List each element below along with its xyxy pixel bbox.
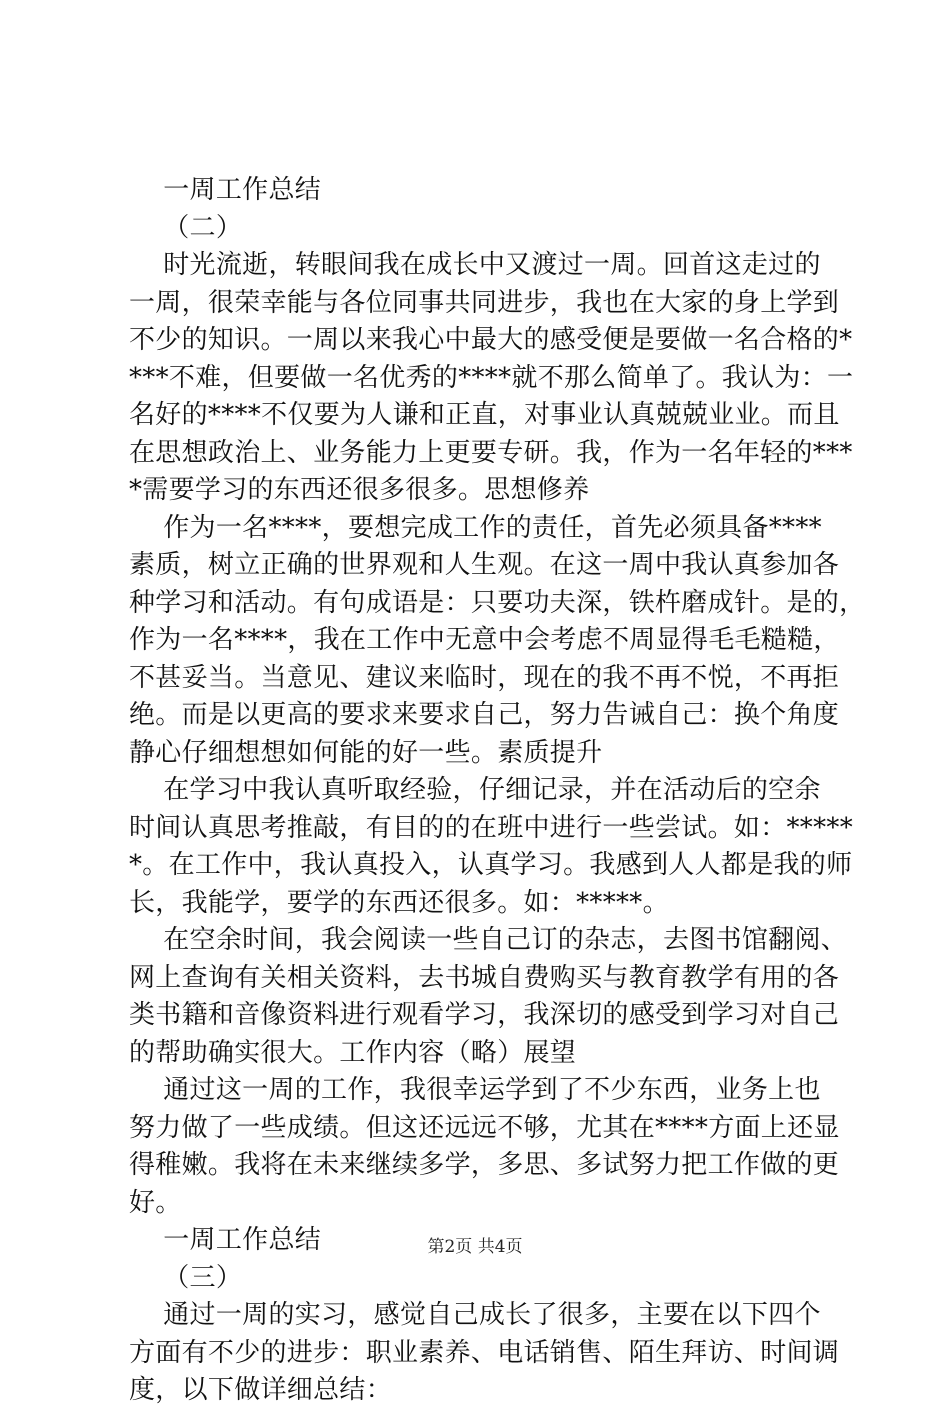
text-line: 绝。而是以更高的要求来要求自己，努力告诫自己：换个角度 bbox=[129, 700, 840, 730]
text-line: 作为一名****，要想完成工作的责任，首先必须具备**** bbox=[129, 512, 822, 543]
text-line: 通过一周的实习，感觉自己成长了很多，主要在以下四个 bbox=[129, 1300, 821, 1330]
text-line: 不甚妥当。当意见、建议来临时，现在的我不再不悦，不再拒 bbox=[129, 662, 840, 693]
text-line: *需要学习的东西还很多很多。思想修养 bbox=[129, 475, 590, 505]
section-number-3: （三） bbox=[129, 1262, 243, 1293]
text-line: 好。 bbox=[129, 1187, 182, 1218]
heading-weekly-summary-2: 一周工作总结 bbox=[129, 175, 322, 205]
text-line: 方面有不少的进步：职业素养、电话销售、陌生拜访、时间调 bbox=[129, 1337, 840, 1368]
text-line: 不少的知识。一周以来我心中最大的感受便是要做一名合格的* bbox=[129, 325, 853, 355]
text-line: 名好的****不仅要为人谦和正直，对事业认真兢兢业业。而且 bbox=[129, 400, 840, 430]
text-line: 在空余时间，我会阅读一些自己订的杂志，去图书馆翻阅、 bbox=[129, 925, 848, 955]
text-line: 度，以下做详细总结： bbox=[129, 1375, 393, 1405]
text-line: 时光流逝，转眼间我在成长中又渡过一周。回首这走过的 bbox=[129, 250, 821, 280]
text-line: 在学习中我认真听取经验，仔细记录，并在活动后的空余 bbox=[129, 775, 821, 805]
text-line: 一周，很荣幸能与各位同事共同进步，我也在大家的身上学到 bbox=[129, 287, 840, 318]
text-line: 得稚嫩。我将在未来继续多学，多思、多试努力把工作做的更 bbox=[129, 1150, 840, 1180]
text-line: 长，我能学，要学的东西还很多。如：*****。 bbox=[129, 887, 669, 918]
text-line: 素质，树立正确的世界观和人生观。在这一周中我认真参加各 bbox=[129, 550, 840, 580]
text-line: 时间认真思考推敲，有目的的在班中进行一些尝试。如：***** bbox=[129, 812, 854, 843]
text-line: 努力做了一些成绩。但这还远远不够，尤其在****方面上还显 bbox=[129, 1112, 840, 1143]
text-line: ***不难，但要做一名优秀的****就不那么简单了。我认为：一 bbox=[129, 362, 854, 393]
page-number-footer: 第2页 共4页 bbox=[427, 1237, 523, 1257]
text-line: 作为一名****，我在工作中无意中会考虑不周显得毛毛糙糙， bbox=[129, 625, 840, 655]
text-line: 网上查询有关相关资料，去书城自费购买与教育教学有用的各 bbox=[129, 962, 840, 993]
text-line: 静心仔细想想如何能的好一些。素质提升 bbox=[129, 737, 603, 768]
text-line: *。在工作中，我认真投入，认真学习。我感到人人都是我的师 bbox=[129, 850, 853, 880]
text-line: 通过这一周的工作，我很幸运学到了不少东西，业务上也 bbox=[129, 1075, 821, 1105]
text-line: 在思想政治上、业务能力上更要专研。我，作为一名年轻的*** bbox=[129, 437, 853, 468]
text-line: 类书籍和音像资料进行观看学习，我深切的感受到学习对自己 bbox=[129, 1000, 840, 1030]
document-body bbox=[129, 172, 866, 1410]
heading-weekly-summary-3: 一周工作总结 bbox=[129, 1225, 322, 1255]
text-line: 种学习和活动。有句成语是：只要功夫深，铁杵磨成针。是的， bbox=[129, 587, 866, 618]
text-line: 的帮助确实很大。工作内容（略）展望 bbox=[129, 1037, 577, 1068]
section-number-2: （二） bbox=[129, 212, 243, 243]
